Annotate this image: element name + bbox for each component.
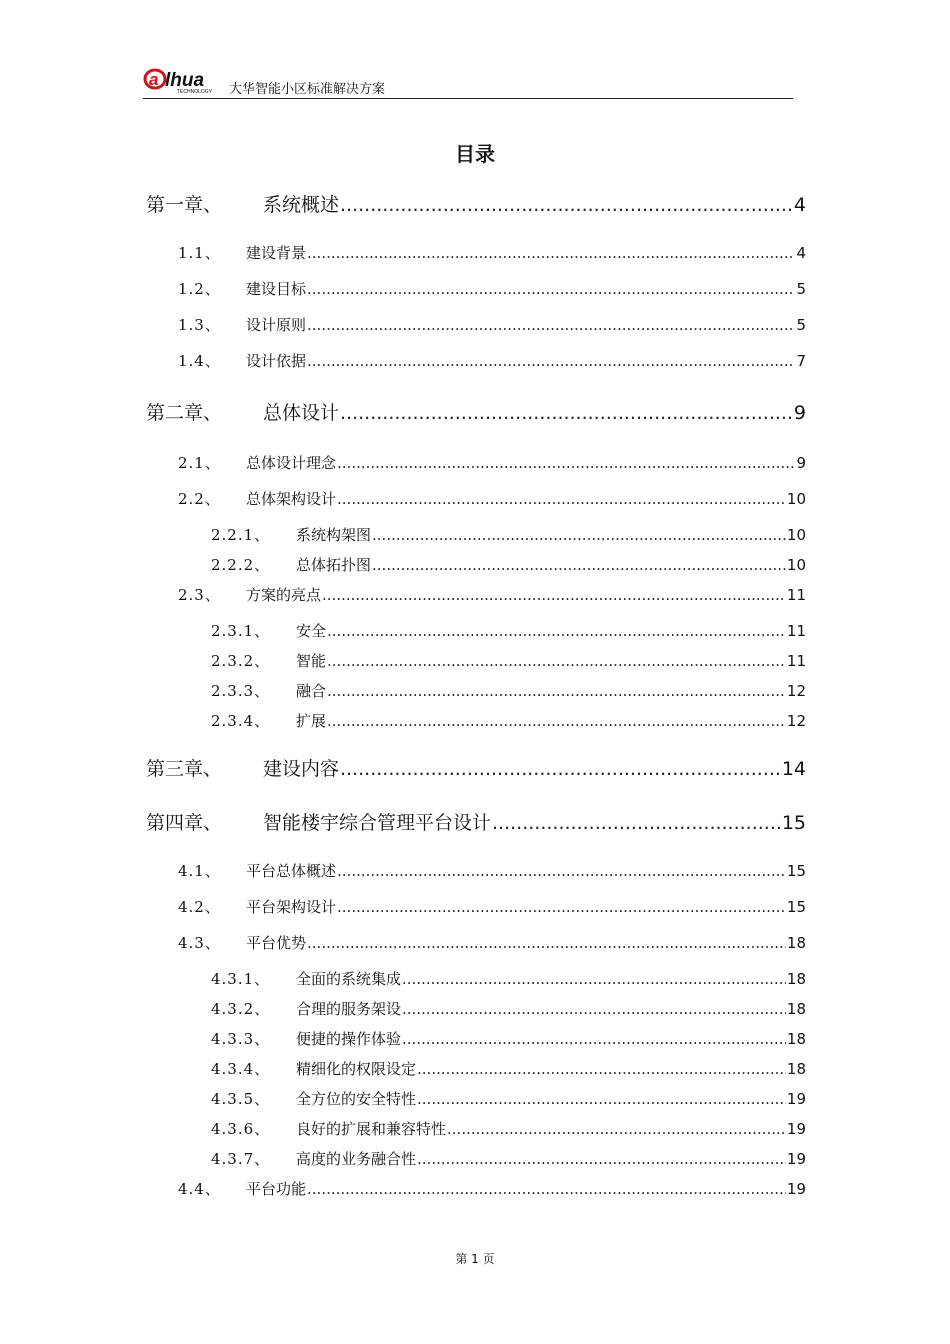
toc-entry-page: 4: [793, 194, 806, 216]
toc-entry-title: 平台功能: [246, 1180, 307, 1198]
toc-entry-number: 2.2、: [178, 490, 221, 508]
toc-entry-title: 平台架构设计: [246, 898, 337, 916]
toc-entry-number: 4.2、: [178, 898, 221, 916]
toc-entry-title: 建设内容: [263, 758, 340, 780]
toc-entry-title: 精细化的权限设定: [296, 1060, 417, 1078]
toc-leader-dots: [402, 1000, 786, 1018]
toc-leader-dots: [417, 1060, 786, 1078]
toc-entry-title: 便捷的操作体验: [296, 1030, 402, 1048]
toc-entry-page: 12: [786, 682, 806, 700]
toc-entry-page: 11: [786, 622, 806, 640]
toc-entry[interactable]: [211, 620, 806, 641]
toc-entry[interactable]: [211, 1088, 806, 1109]
toc-entry-number: 4.3.3、: [211, 1030, 271, 1048]
toc-entry[interactable]: [178, 488, 806, 509]
toc-leader-dots: [327, 622, 786, 640]
toc-entry-page: 9: [793, 402, 806, 424]
toc-entry-page: 15: [781, 812, 806, 834]
toc-entry-number: 4.3、: [178, 934, 221, 952]
toc-entry-page: 15: [786, 898, 806, 916]
toc-entry-title: 安全: [296, 622, 327, 640]
toc-entry-number: 1.3、: [178, 316, 221, 334]
toc-entry-page: 18: [786, 1000, 806, 1018]
toc-entry-page: 11: [786, 586, 806, 604]
toc-entry-title: 总体拓扑图: [296, 556, 372, 574]
toc-entry-title: 平台优势: [246, 934, 307, 952]
toc-entry-title: 平台总体概述: [246, 862, 337, 880]
toc-entry-page: 12: [786, 712, 806, 730]
toc-entry-number: 4.3.6、: [211, 1120, 271, 1138]
toc-entry-number: 4.3.4、: [211, 1060, 271, 1078]
toc-entry-page: 18: [786, 970, 806, 988]
toc-entry-title: 全面的系统集成: [296, 970, 402, 988]
toc-entry-number: 4.3.7、: [211, 1150, 271, 1168]
toc-entry-number: 2.1、: [178, 454, 221, 472]
toc-entry[interactable]: [178, 932, 806, 953]
toc-leader-dots: [327, 652, 786, 670]
toc-leader-dots: [322, 586, 786, 604]
toc-entry[interactable]: [178, 278, 806, 299]
toc-entry[interactable]: [178, 584, 806, 605]
toc-leader-dots: [417, 1150, 786, 1168]
toc-entry-number: 2.3.3、: [211, 682, 271, 700]
toc-leader-dots: [340, 758, 781, 780]
toc-entry[interactable]: [178, 314, 806, 335]
toc-entry-page: 4: [796, 244, 806, 262]
toc-entry[interactable]: [211, 524, 806, 545]
toc-entry-page: 10: [786, 556, 806, 574]
toc-entry-number: 2.3、: [178, 586, 221, 604]
toc-entry-page: 18: [786, 1060, 806, 1078]
toc-leader-dots: [307, 352, 795, 370]
toc-entry[interactable]: [211, 554, 806, 575]
toc-leader-dots: [402, 1030, 786, 1048]
toc-entry-title: 方案的亮点: [246, 586, 322, 604]
toc-leader-dots: [337, 862, 786, 880]
toc-entry[interactable]: [178, 896, 806, 917]
toc-entry-page: 19: [786, 1150, 806, 1168]
toc-entry[interactable]: [211, 680, 806, 701]
toc-entry[interactable]: [146, 754, 806, 781]
toc-entry-page: 18: [786, 1030, 806, 1048]
toc-entry-number: 第四章、: [146, 812, 223, 834]
toc-leader-dots: [307, 934, 786, 952]
toc-entry-page: 10: [786, 526, 806, 544]
toc-entry[interactable]: [211, 1028, 806, 1049]
toc-leader-dots: [492, 812, 781, 834]
svg-text:a: a: [149, 70, 159, 89]
toc-entry[interactable]: [178, 242, 806, 263]
toc-entry-number: 2.3.4、: [211, 712, 271, 730]
toc-entry-number: 第三章、: [146, 758, 223, 780]
toc-entry-title: 智能楼宇综合管理平台设计: [263, 812, 492, 834]
toc-leader-dots: [447, 1120, 786, 1138]
toc-leader-dots: [307, 316, 795, 334]
toc-entry[interactable]: [146, 190, 806, 217]
toc-entry-page: 9: [796, 454, 806, 472]
toc-entry-title: 总体设计: [263, 402, 340, 424]
toc-entry-title: 良好的扩展和兼容特性: [296, 1120, 447, 1138]
toc-entry-number: 1.1、: [178, 244, 221, 262]
toc-entry-page: 19: [786, 1180, 806, 1198]
toc-leader-dots: [340, 402, 793, 424]
toc-entry-title: 系统构架图: [296, 526, 372, 544]
toc-leader-dots: [307, 244, 795, 262]
toc-entry-number: 第二章、: [146, 402, 223, 424]
toc-entry[interactable]: [211, 998, 806, 1019]
toc-entry-title: 融合: [296, 682, 327, 700]
toc-entry-number: 第一章、: [146, 194, 223, 216]
toc-entry-page: 10: [786, 490, 806, 508]
toc-leader-dots: [372, 526, 786, 544]
toc-entry-number: 4.3.2、: [211, 1000, 271, 1018]
toc-entry-number: 4.4、: [178, 1180, 221, 1198]
toc-entry[interactable]: [178, 452, 806, 473]
page-header: [143, 66, 793, 99]
toc-entry[interactable]: [146, 398, 806, 425]
toc-entry[interactable]: [211, 1148, 806, 1169]
toc-entry-number: 2.2.2、: [211, 556, 271, 574]
toc-leader-dots: [340, 194, 793, 216]
toc-entry-title: 高度的业务融合性: [296, 1150, 417, 1168]
toc-entry-title: 建设目标: [246, 280, 307, 298]
toc-entry[interactable]: [178, 1178, 806, 1199]
toc-leader-dots: [307, 280, 795, 298]
toc-entry-page: 11: [786, 652, 806, 670]
toc-entry-title: 扩展: [296, 712, 327, 730]
toc-entry-number: 4.3.5、: [211, 1090, 271, 1108]
toc-entry-number: 2.3.1、: [211, 622, 271, 640]
toc-entry-page: 14: [781, 758, 806, 780]
toc-leader-dots: [337, 454, 795, 472]
toc-entry-title: 总体架构设计: [246, 490, 337, 508]
toc-entry-title: 总体设计理念: [246, 454, 337, 472]
dahua-logo: [143, 66, 231, 96]
toc-leader-dots: [402, 970, 786, 988]
toc-entry[interactable]: [178, 860, 806, 881]
toc-entry-number: 4.1、: [178, 862, 221, 880]
page-number: 第 1 页: [455, 1252, 495, 1266]
toc-entry-page: 18: [786, 934, 806, 952]
toc-entry-page: 5: [796, 280, 806, 298]
toc-heading: 目录: [455, 142, 495, 166]
toc-leader-dots: [337, 898, 786, 916]
toc-entry-title: 设计原则: [246, 316, 307, 334]
toc-leader-dots: [327, 712, 786, 730]
toc-entry-title: 智能: [296, 652, 327, 670]
toc-entry-number: 2.2.1、: [211, 526, 271, 544]
toc-entry[interactable]: [211, 968, 806, 989]
toc-entry[interactable]: [211, 710, 806, 731]
toc-entry-title: 合理的服务架设: [296, 1000, 402, 1018]
toc-entry-page: 19: [786, 1090, 806, 1108]
svg-text:TECHNOLOGY: TECHNOLOGY: [177, 89, 213, 95]
toc-entry-title: 系统概述: [263, 194, 340, 216]
toc-leader-dots: [372, 556, 786, 574]
toc-entry[interactable]: [211, 650, 806, 671]
toc-entry[interactable]: [146, 808, 806, 835]
toc-entry[interactable]: [178, 350, 806, 371]
toc-leader-dots: [337, 490, 786, 508]
toc-entry-page: 5: [796, 316, 806, 334]
toc-entry[interactable]: [211, 1118, 806, 1139]
document-header-title: 大华智能小区标准解决方案: [229, 82, 386, 97]
toc-entry-page: 15: [786, 862, 806, 880]
toc-entry-number: 2.3.2、: [211, 652, 271, 670]
toc-entry-number: 1.4、: [178, 352, 221, 370]
toc-leader-dots: [307, 1180, 786, 1198]
toc-leader-dots: [417, 1090, 786, 1108]
toc-entry-title: 设计依据: [246, 352, 307, 370]
toc-entry-number: 1.2、: [178, 280, 221, 298]
toc-entry-number: 4.3.1、: [211, 970, 271, 988]
toc-entry-page: 19: [786, 1120, 806, 1138]
toc-leader-dots: [327, 682, 786, 700]
toc-entry-title: 建设背景: [246, 244, 307, 262]
svg-text:lhua: lhua: [165, 70, 205, 91]
toc-entry-title: 全方位的安全特性: [296, 1090, 417, 1108]
toc-entry-page: 7: [796, 352, 806, 370]
toc-entry[interactable]: [211, 1058, 806, 1079]
